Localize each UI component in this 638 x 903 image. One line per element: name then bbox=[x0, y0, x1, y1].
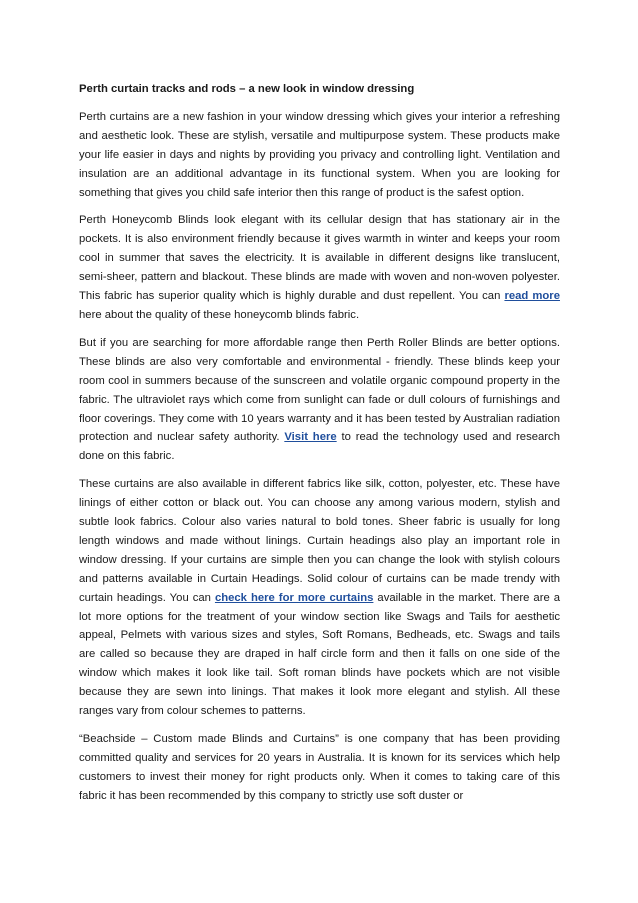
visit-here-link[interactable]: Visit here bbox=[284, 431, 337, 444]
paragraph-roller-blinds bbox=[79, 334, 560, 466]
paragraph-text: Perth curtains are a new fashion in your window dressing which gives your interior a refreshing and aesthetic look. These are stylish, versatile and multipurpose system. These products make your life easier in days and nights by providing you privacy and controlling light. Ventilation and insulation are an additional advantage in its functional system. When you are looking for something that gives you child safe interior then this range of product is the safest option. bbox=[79, 110, 560, 199]
paragraph-curtain-fabrics bbox=[79, 475, 560, 721]
paragraph-perth-curtains bbox=[79, 108, 560, 203]
paragraph-honeycomb-blinds bbox=[79, 211, 560, 324]
paragraph-text: available in the market. There are a lot more options for the treatment of your window section like Swags and Tails for aesthetic appeal, Pelmets with various sizes and styles, Soft Romans, Bedheads, etc. Swags and tails are called so because they are draped in half circle form and then it falls on one side of the window which makes it look like tail. Soft roman blinds have pockets which are not visible because they are sewn into linings. That makes it look more elegant and stylish. All these ranges vary from colour schemes to patterns. bbox=[79, 591, 561, 718]
paragraph-beachside-company bbox=[79, 730, 560, 806]
paragraph-text: These curtains are also available in different fabrics like silk, cotton, polyester, etc. These have linings of either cotton or black out. You can choose any among various modern, stylish and subtle look fabrics. Colour also varies natural to bold tones. Sheer fabric is usually for long length windows and made without linings. Curtain headings also play an important role in window dressing. If your curtains are simple then you can change the look with stylish colours and patterns available in Curtain Headings. Solid colour of curtains can be made trendy with curtain headings. You can bbox=[79, 478, 560, 604]
paragraph-text: Perth Honeycomb Blinds look elegant with its cellular design that has stationary air in the pockets. It is also environment friendly because it gives warmth in winter and keeps your room cool in summer that saves the electricity. It is available in different designs like translucent, semi-sheer, pattern and blackout. These blinds are made with woven and non-woven polyester. This fabric has superior quality which is highly durable and dust repellent. You can bbox=[79, 214, 560, 303]
paragraph-text: “Beachside – Custom made Blinds and Curtains” is one company that has been providing committed quality and services for 20 years in Australia. It is known for its services which help customers to invest their money for right products only. When it comes to taking care of this fabric it has been recommended by this company to strictly use soft duster or bbox=[79, 733, 560, 802]
document-title: Perth curtain tracks and rods – a new look in window dressing bbox=[79, 83, 415, 95]
paragraph-text: But if you are searching for more affordable range then Perth Roller Blinds are better options. These blinds are also very comfortable and environmental - friendly. These blinds keep your room cool in summers because of the sunscreen and volatile organic compound property in the fabric. The ultraviolet rays which come from sunlight can fade or dull colours of furnishings and floor coverings. They come with 10 years warranty and it has been tested by Australian radiation protection and nuclear safety authority. bbox=[79, 336, 560, 444]
paragraph-text: to read the technology used and research done on this fabric. bbox=[79, 431, 560, 463]
check-more-curtains-link[interactable]: check here for more curtains bbox=[214, 591, 374, 604]
document-page bbox=[79, 80, 560, 815]
paragraph-text: here about the quality of these honeycomb blinds fabric. bbox=[79, 308, 360, 321]
read-more-link[interactable]: read more bbox=[504, 290, 560, 303]
